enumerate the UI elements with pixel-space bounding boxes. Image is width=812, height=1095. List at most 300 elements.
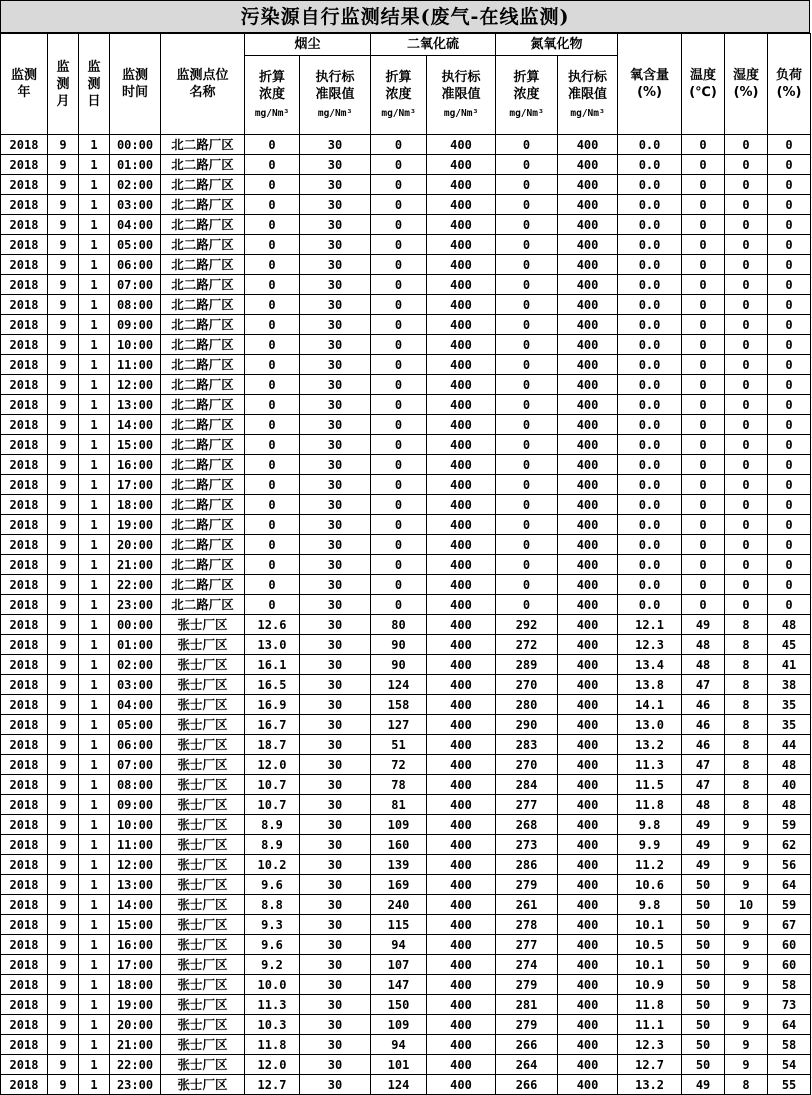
cell-nox-limit: 400 [558,375,618,395]
cell-dust-limit: 30 [300,715,371,735]
cell-time: 21:00 [110,555,161,575]
cell-nox-limit: 400 [558,775,618,795]
cell-month: 9 [48,1075,79,1095]
cell-nox-limit: 400 [558,795,618,815]
cell-dust-limit: 30 [300,595,371,615]
cell-nox-converted: 284 [496,775,558,795]
header-dust-converted: 折算 浓度 mg/Nm³ [245,56,300,135]
cell-site: 北二路厂区 [161,475,245,495]
cell-load: 59 [768,895,811,915]
cell-oxygen: 0.0 [618,435,682,455]
cell-day: 1 [79,695,110,715]
table-row [1,795,811,815]
cell-site: 北二路厂区 [161,235,245,255]
cell-time: 06:00 [110,735,161,755]
header-time: 监测 时间 [110,34,161,135]
cell-site: 北二路厂区 [161,415,245,435]
cell-dust-converted: 0 [245,435,300,455]
cell-load: 0 [768,475,811,495]
cell-temperature: 0 [682,415,725,435]
cell-site: 北二路厂区 [161,195,245,215]
cell-load: 0 [768,415,811,435]
cell-oxygen: 14.1 [618,695,682,715]
cell-dust-limit: 30 [300,435,371,455]
cell-so2-limit: 400 [427,315,496,335]
cell-nox-converted: 281 [496,995,558,1015]
cell-year: 2018 [1,495,48,515]
cell-so2-limit: 400 [427,755,496,775]
cell-load: 0 [768,235,811,255]
cell-time: 22:00 [110,1055,161,1075]
cell-so2-converted: 124 [371,1075,427,1095]
cell-site: 张士厂区 [161,815,245,835]
cell-nox-limit: 400 [558,935,618,955]
cell-day: 1 [79,755,110,775]
cell-year: 2018 [1,415,48,435]
cell-dust-converted: 10.7 [245,775,300,795]
cell-day: 1 [79,1035,110,1055]
cell-temperature: 0 [682,475,725,495]
cell-humidity: 0 [725,355,768,375]
cell-oxygen: 0.0 [618,495,682,515]
cell-so2-limit: 400 [427,255,496,275]
cell-load: 0 [768,575,811,595]
cell-temperature: 50 [682,1015,725,1035]
cell-nox-limit: 400 [558,555,618,575]
cell-load: 0 [768,515,811,535]
cell-year: 2018 [1,755,48,775]
cell-so2-converted: 0 [371,435,427,455]
cell-oxygen: 10.9 [618,975,682,995]
table-row [1,695,811,715]
cell-humidity: 0 [725,315,768,335]
cell-dust-converted: 0 [245,275,300,295]
cell-so2-limit: 400 [427,1055,496,1075]
table-row [1,975,811,995]
table-row [1,195,811,215]
cell-site: 北二路厂区 [161,435,245,455]
cell-nox-limit: 400 [558,355,618,375]
cell-time: 02:00 [110,175,161,195]
cell-year: 2018 [1,315,48,335]
monitoring-results-table [0,33,811,1095]
table-row [1,595,811,615]
cell-so2-limit: 400 [427,495,496,515]
cell-temperature: 48 [682,635,725,655]
table-row [1,495,811,515]
table-row [1,755,811,775]
cell-day: 1 [79,655,110,675]
cell-time: 19:00 [110,995,161,1015]
cell-month: 9 [48,255,79,275]
cell-nox-limit: 400 [558,675,618,695]
cell-nox-converted: 286 [496,855,558,875]
cell-site: 北二路厂区 [161,555,245,575]
cell-month: 9 [48,955,79,975]
cell-dust-limit: 30 [300,655,371,675]
table-row [1,615,811,635]
cell-humidity: 0 [725,475,768,495]
cell-time: 00:00 [110,135,161,155]
cell-dust-converted: 11.3 [245,995,300,1015]
cell-so2-limit: 400 [427,1035,496,1055]
cell-month: 9 [48,615,79,635]
table-row [1,1035,811,1055]
cell-oxygen: 0.0 [618,395,682,415]
cell-nox-limit: 400 [558,655,618,675]
cell-dust-converted: 9.6 [245,935,300,955]
cell-month: 9 [48,275,79,295]
cell-so2-converted: 0 [371,555,427,575]
cell-temperature: 0 [682,155,725,175]
cell-humidity: 0 [725,255,768,275]
cell-day: 1 [79,935,110,955]
cell-nox-limit: 400 [558,335,618,355]
cell-dust-converted: 10.3 [245,1015,300,1035]
cell-site: 张士厂区 [161,1015,245,1035]
cell-site: 张士厂区 [161,735,245,755]
cell-so2-limit: 400 [427,935,496,955]
cell-site: 张士厂区 [161,995,245,1015]
table-row [1,1055,811,1075]
cell-nox-converted: 280 [496,695,558,715]
table-row [1,235,811,255]
cell-time: 20:00 [110,1015,161,1035]
cell-nox-converted: 0 [496,575,558,595]
cell-so2-converted: 0 [371,395,427,415]
cell-nox-converted: 270 [496,755,558,775]
cell-temperature: 0 [682,595,725,615]
cell-time: 09:00 [110,315,161,335]
cell-day: 1 [79,435,110,455]
cell-year: 2018 [1,855,48,875]
cell-month: 9 [48,295,79,315]
cell-so2-limit: 400 [427,195,496,215]
cell-oxygen: 11.3 [618,755,682,775]
cell-dust-limit: 30 [300,215,371,235]
cell-site: 张士厂区 [161,695,245,715]
cell-so2-limit: 400 [427,895,496,915]
cell-year: 2018 [1,255,48,275]
cell-time: 15:00 [110,915,161,935]
cell-dust-converted: 12.0 [245,755,300,775]
cell-dust-limit: 30 [300,735,371,755]
cell-dust-limit: 30 [300,495,371,515]
cell-so2-limit: 400 [427,915,496,935]
cell-so2-limit: 400 [427,375,496,395]
cell-temperature: 46 [682,735,725,755]
cell-so2-converted: 115 [371,915,427,935]
cell-dust-limit: 30 [300,295,371,315]
cell-so2-converted: 107 [371,955,427,975]
cell-time: 04:00 [110,695,161,715]
cell-load: 0 [768,435,811,455]
cell-so2-limit: 400 [427,615,496,635]
cell-oxygen: 13.0 [618,715,682,735]
cell-year: 2018 [1,555,48,575]
cell-temperature: 46 [682,695,725,715]
cell-temperature: 0 [682,195,725,215]
table-row [1,475,811,495]
table-row [1,875,811,895]
cell-humidity: 0 [725,395,768,415]
cell-so2-converted: 0 [371,375,427,395]
cell-site: 张士厂区 [161,915,245,935]
cell-year: 2018 [1,215,48,235]
cell-temperature: 0 [682,135,725,155]
cell-dust-limit: 30 [300,1015,371,1035]
cell-dust-converted: 0 [245,335,300,355]
cell-humidity: 9 [725,1035,768,1055]
cell-time: 10:00 [110,815,161,835]
cell-dust-limit: 30 [300,635,371,655]
cell-time: 04:00 [110,215,161,235]
header-dust-limit: 执行标 准限值 mg/Nm³ [300,56,371,135]
table-row [1,835,811,855]
cell-day: 1 [79,955,110,975]
cell-temperature: 0 [682,255,725,275]
cell-nox-converted: 261 [496,895,558,915]
cell-oxygen: 0.0 [618,535,682,555]
cell-dust-converted: 16.7 [245,715,300,735]
cell-oxygen: 10.6 [618,875,682,895]
cell-humidity: 0 [725,535,768,555]
cell-nox-converted: 279 [496,875,558,895]
cell-so2-converted: 0 [371,335,427,355]
cell-humidity: 8 [725,615,768,635]
cell-oxygen: 0.0 [618,215,682,235]
cell-site: 北二路厂区 [161,215,245,235]
header-so2-converted: 折算 浓度 mg/Nm³ [371,56,427,135]
cell-nox-converted: 0 [496,495,558,515]
cell-humidity: 8 [725,735,768,755]
cell-year: 2018 [1,195,48,215]
cell-nox-converted: 266 [496,1035,558,1055]
cell-humidity: 0 [725,575,768,595]
cell-day: 1 [79,735,110,755]
cell-temperature: 0 [682,275,725,295]
cell-so2-converted: 0 [371,215,427,235]
cell-time: 06:00 [110,255,161,275]
cell-day: 1 [79,795,110,815]
cell-so2-converted: 94 [371,935,427,955]
cell-load: 48 [768,795,811,815]
cell-day: 1 [79,975,110,995]
cell-load: 0 [768,455,811,475]
cell-temperature: 50 [682,975,725,995]
cell-so2-limit: 400 [427,595,496,615]
cell-so2-limit: 400 [427,355,496,375]
cell-so2-limit: 400 [427,215,496,235]
cell-so2-converted: 109 [371,1015,427,1035]
cell-load: 0 [768,135,811,155]
cell-dust-converted: 0 [245,135,300,155]
cell-year: 2018 [1,775,48,795]
cell-so2-converted: 160 [371,835,427,855]
cell-temperature: 49 [682,835,725,855]
cell-nox-converted: 0 [496,395,558,415]
cell-humidity: 9 [725,975,768,995]
cell-month: 9 [48,215,79,235]
table-row [1,295,811,315]
cell-oxygen: 11.2 [618,855,682,875]
cell-dust-converted: 0 [245,455,300,475]
cell-load: 35 [768,715,811,735]
cell-so2-converted: 0 [371,495,427,515]
cell-dust-limit: 30 [300,755,371,775]
cell-oxygen: 0.0 [618,275,682,295]
table-row [1,995,811,1015]
cell-time: 02:00 [110,655,161,675]
table-row [1,855,811,875]
cell-nox-limit: 400 [558,395,618,415]
cell-so2-limit: 400 [427,835,496,855]
cell-load: 67 [768,915,811,935]
cell-humidity: 10 [725,895,768,915]
cell-so2-limit: 400 [427,435,496,455]
cell-oxygen: 0.0 [618,415,682,435]
cell-site: 张士厂区 [161,635,245,655]
cell-humidity: 9 [725,955,768,975]
cell-site: 张士厂区 [161,795,245,815]
cell-humidity: 0 [725,135,768,155]
cell-day: 1 [79,575,110,595]
cell-nox-converted: 0 [496,215,558,235]
cell-nox-converted: 273 [496,835,558,855]
cell-day: 1 [79,495,110,515]
cell-so2-converted: 0 [371,275,427,295]
cell-site: 张士厂区 [161,875,245,895]
cell-month: 9 [48,535,79,555]
cell-so2-limit: 400 [427,715,496,735]
cell-temperature: 0 [682,555,725,575]
cell-so2-limit: 400 [427,175,496,195]
cell-load: 60 [768,935,811,955]
cell-load: 58 [768,975,811,995]
cell-nox-converted: 268 [496,815,558,835]
cell-load: 44 [768,735,811,755]
cell-year: 2018 [1,835,48,855]
cell-site: 北二路厂区 [161,155,245,175]
cell-temperature: 50 [682,875,725,895]
cell-nox-limit: 400 [558,755,618,775]
cell-month: 9 [48,895,79,915]
cell-nox-converted: 0 [496,195,558,215]
cell-year: 2018 [1,515,48,535]
cell-dust-converted: 0 [245,355,300,375]
cell-so2-converted: 0 [371,355,427,375]
cell-temperature: 0 [682,335,725,355]
cell-oxygen: 12.1 [618,615,682,635]
cell-day: 1 [79,635,110,655]
cell-month: 9 [48,175,79,195]
cell-year: 2018 [1,975,48,995]
cell-month: 9 [48,655,79,675]
table-row [1,555,811,575]
cell-oxygen: 9.8 [618,815,682,835]
cell-month: 9 [48,815,79,835]
cell-nox-limit: 400 [558,435,618,455]
header-humidity: 湿度 (%) [725,34,768,135]
cell-temperature: 0 [682,375,725,395]
table-body [1,135,811,1095]
cell-site: 北二路厂区 [161,335,245,355]
cell-humidity: 0 [725,435,768,455]
cell-temperature: 50 [682,935,725,955]
cell-dust-limit: 30 [300,915,371,935]
cell-oxygen: 0.0 [618,375,682,395]
cell-load: 48 [768,755,811,775]
cell-nox-limit: 400 [558,315,618,335]
table-row [1,895,811,915]
cell-year: 2018 [1,1015,48,1035]
cell-site: 北二路厂区 [161,315,245,335]
cell-year: 2018 [1,535,48,555]
cell-so2-converted: 0 [371,195,427,215]
cell-so2-limit: 400 [427,335,496,355]
table-row [1,815,811,835]
cell-nox-converted: 277 [496,795,558,815]
cell-oxygen: 13.2 [618,1075,682,1095]
cell-humidity: 0 [725,175,768,195]
cell-so2-converted: 169 [371,875,427,895]
cell-oxygen: 13.2 [618,735,682,755]
cell-time: 14:00 [110,895,161,915]
cell-month: 9 [48,1015,79,1035]
cell-so2-limit: 400 [427,775,496,795]
cell-day: 1 [79,715,110,735]
cell-load: 62 [768,835,811,855]
cell-nox-limit: 400 [558,995,618,1015]
cell-day: 1 [79,235,110,255]
cell-temperature: 0 [682,395,725,415]
cell-dust-limit: 30 [300,415,371,435]
cell-dust-limit: 30 [300,195,371,215]
cell-dust-converted: 0 [245,395,300,415]
cell-month: 9 [48,455,79,475]
cell-nox-converted: 0 [496,595,558,615]
cell-load: 0 [768,175,811,195]
cell-oxygen: 0.0 [618,595,682,615]
cell-load: 56 [768,855,811,875]
table-row [1,1075,811,1095]
cell-nox-converted: 0 [496,295,558,315]
cell-time: 10:00 [110,335,161,355]
table-row [1,355,811,375]
cell-month: 9 [48,595,79,615]
cell-year: 2018 [1,815,48,835]
cell-month: 9 [48,875,79,895]
cell-load: 0 [768,295,811,315]
cell-nox-limit: 400 [558,535,618,555]
cell-oxygen: 11.8 [618,795,682,815]
cell-year: 2018 [1,915,48,935]
cell-site: 北二路厂区 [161,515,245,535]
cell-month: 9 [48,635,79,655]
cell-year: 2018 [1,1075,48,1095]
cell-nox-limit: 400 [558,1015,618,1035]
cell-humidity: 0 [725,155,768,175]
cell-dust-limit: 30 [300,275,371,295]
cell-oxygen: 13.8 [618,675,682,695]
cell-site: 张士厂区 [161,855,245,875]
cell-temperature: 0 [682,435,725,455]
cell-load: 73 [768,995,811,1015]
cell-month: 9 [48,155,79,175]
cell-time: 07:00 [110,275,161,295]
cell-dust-limit: 30 [300,775,371,795]
cell-oxygen: 0.0 [618,355,682,375]
